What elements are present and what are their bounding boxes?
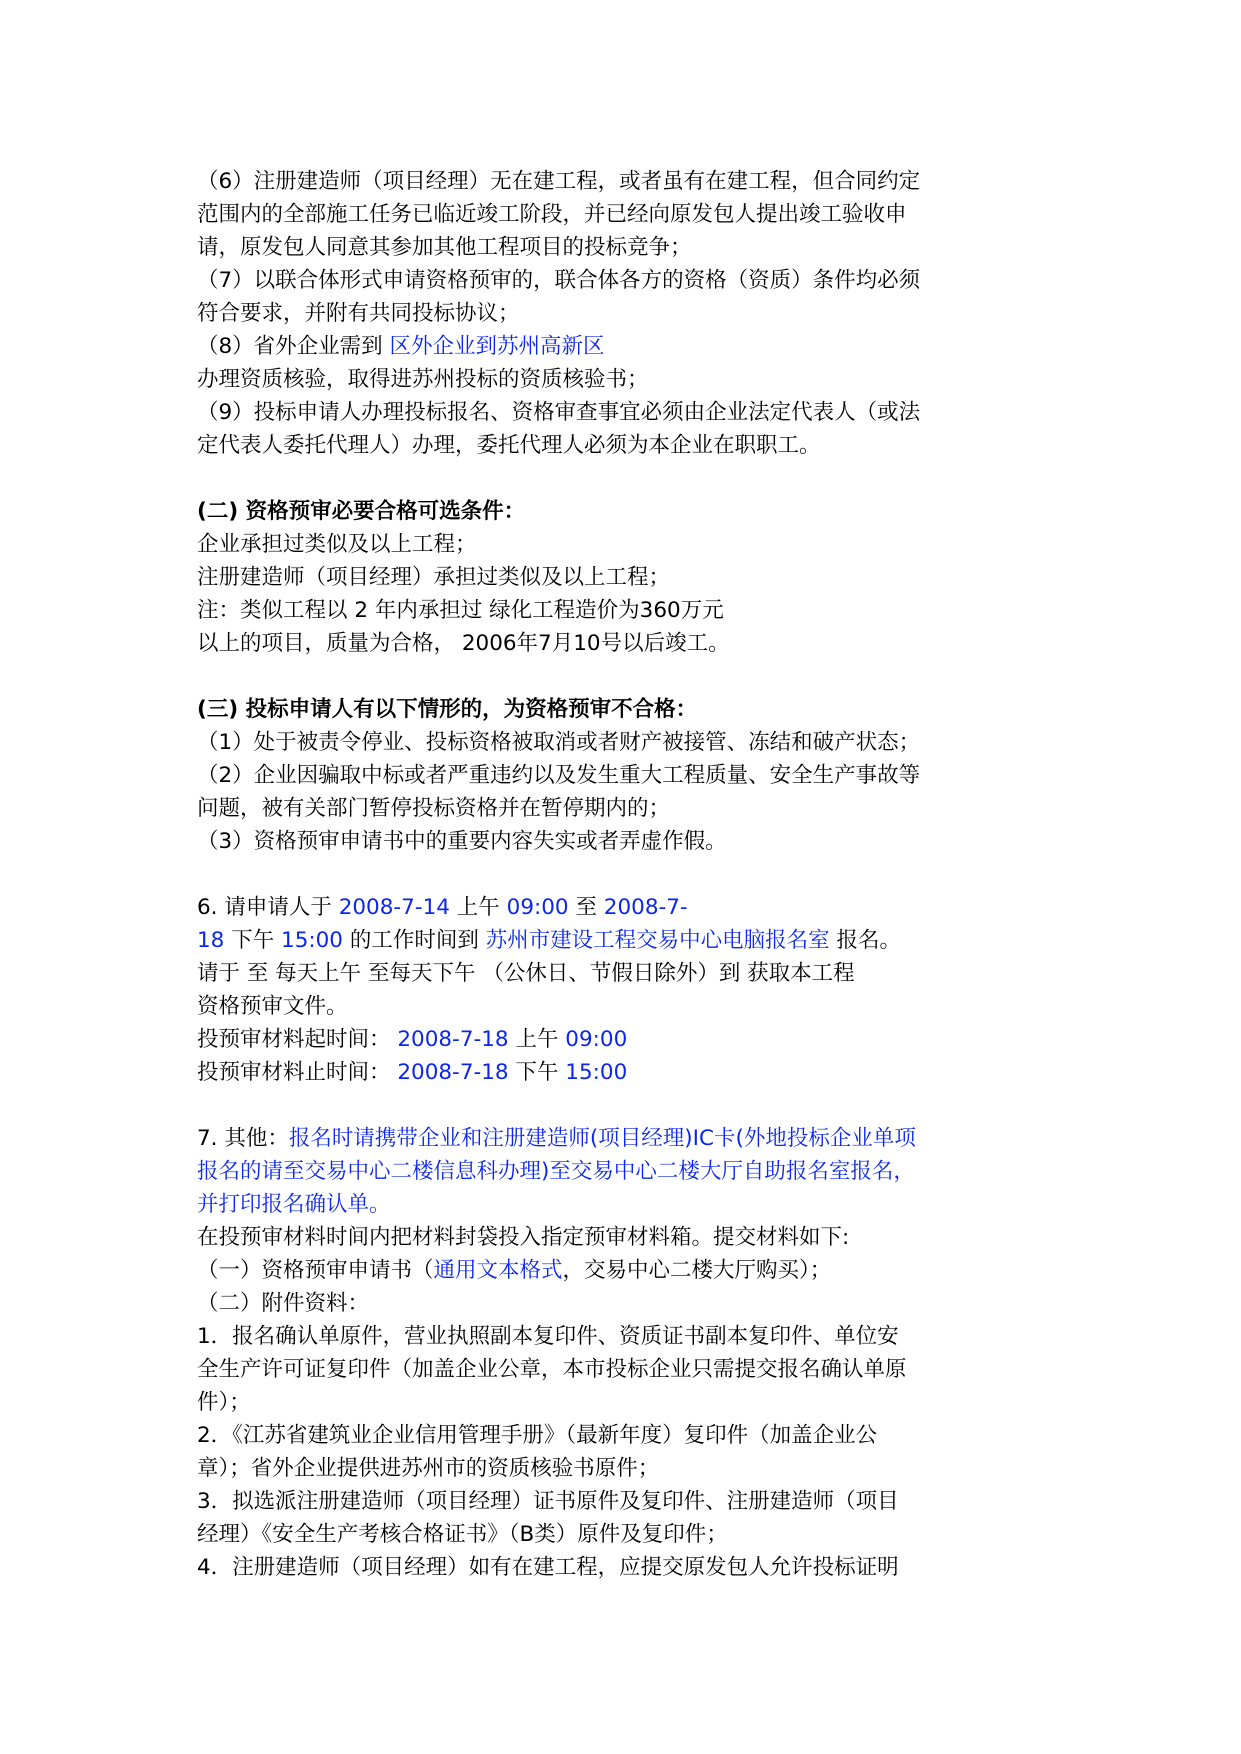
blank-line: [197, 858, 1077, 891]
text-segment: 请于 至 每天上午 至每天下午 （公休日、节假日除外）到 获取本工程: [197, 961, 855, 986]
text-segment: 7. 其他：: [197, 1126, 289, 1151]
text-line: [197, 726, 1077, 759]
text-line: [197, 396, 1077, 429]
blank-line: [197, 462, 1077, 495]
text-segment: 办理资质核验，取得进苏州投标的资质核验书；: [197, 367, 649, 392]
text-line: [197, 792, 1077, 825]
text-segment: 的工作时间到: [343, 928, 486, 953]
text-segment: 注册建造师（项目经理）承担过类似及以上工程；: [197, 565, 671, 590]
link-text[interactable]: 2008-7-18: [397, 1027, 509, 1052]
link-text[interactable]: 2008-7-18: [397, 1060, 509, 1085]
text-line: [197, 330, 1077, 363]
blank-line: [197, 660, 1077, 693]
text-segment: （2）企业因骗取中标或者严重违约以及发生重大工程质量、安全生产事故等: [197, 763, 921, 788]
text-line: [197, 924, 1077, 957]
text-line: [197, 528, 1077, 561]
link-text[interactable]: 区外企业到苏州高新区: [389, 334, 605, 359]
text-line: [197, 957, 1077, 990]
text-line: [197, 1419, 1077, 1452]
link-text[interactable]: 通用文本格式: [433, 1258, 563, 1283]
text-segment: 6. 请申请人于: [197, 895, 339, 920]
text-segment: （1）处于被责令停业、投标资格被取消或者财产被接管、冻结和破产状态；: [197, 730, 921, 755]
link-text[interactable]: 18: [197, 928, 225, 953]
text-segment: 符合要求，并附有共同投标协议；: [197, 301, 520, 326]
text-segment: (二) 资格预审必要合格可选条件：: [197, 499, 526, 524]
text-line: [197, 1551, 1077, 1584]
text-segment: 在投预审材料时间内把材料封袋投入指定预审材料箱。提交材料如下:: [197, 1225, 850, 1250]
text-segment: 投预审材料起时间：: [197, 1027, 398, 1052]
text-segment: 下午: [508, 1060, 566, 1085]
text-segment: 范围内的全部施工任务已临近竣工阶段，并已经向原发包人提出竣工验收申: [197, 202, 907, 227]
text-segment: 报名。: [829, 928, 902, 953]
text-line: [197, 990, 1077, 1023]
text-line: [197, 561, 1077, 594]
text-segment: 上午: [449, 895, 507, 920]
text-segment: 定代表人委托代理人）办理，委托代理人必须为本企业在职职工。: [197, 433, 821, 458]
text-line: [197, 1386, 1077, 1419]
text-line: [197, 1155, 1077, 1188]
text-line: [197, 165, 1077, 198]
text-segment: 企业承担过类似及以上工程；: [197, 532, 477, 557]
text-line: [197, 1122, 1077, 1155]
text-line: [197, 1485, 1077, 1518]
text-line: [197, 264, 1077, 297]
text-line: [197, 759, 1077, 792]
text-segment: 章）；省外企业提供进苏州市的资质核验书原件；: [197, 1456, 660, 1481]
text-line: [197, 1056, 1077, 1089]
text-line: [197, 1254, 1077, 1287]
text-segment: 2．《江苏省建筑业企业信用管理手册》（最新年度）复印件（加盖企业公: [197, 1423, 878, 1448]
blank-line: [197, 1089, 1077, 1122]
text-segment: 4．注册建造师（项目经理）如有在建工程，应提交原发包人允许投标证明: [197, 1555, 899, 1580]
text-line: [197, 1221, 1077, 1254]
text-segment: 1．报名确认单原件，营业执照副本复印件、资质证书副本复印件、单位安: [197, 1324, 899, 1349]
text-segment: 资格预审文件。: [197, 994, 348, 1019]
text-segment: 问题，被有关部门暂停投标资格并在暂停期内的；: [197, 796, 671, 821]
text-segment: 注：类似工程以 2 年内承担过 绿化工程造价为360万元: [197, 598, 724, 623]
link-text[interactable]: 报名的请至交易中心二楼信息科办理)至交易中心二楼大厅自助报名室报名，: [197, 1159, 915, 1184]
text-segment: (三) 投标申请人有以下情形的，为资格预审不合格：: [197, 697, 698, 722]
link-text[interactable]: 2008-7-14: [338, 895, 450, 920]
text-segment: 以上的项目，质量为合格， 2006年7月10号以后竣工。: [197, 631, 730, 656]
text-line: [197, 1188, 1077, 1221]
text-segment: 3．拟选派注册建造师（项目经理）证书原件及复印件、注册建造师（项目: [197, 1489, 899, 1514]
text-segment: （9）投标申请人办理投标报名、资格审查事宜必须由企业法定代表人（或法: [197, 400, 921, 425]
text-segment: （6）注册建造师（项目经理）无在建工程，或者虽有在建工程，但合同约定: [197, 169, 921, 194]
link-text[interactable]: 苏州市建设工程交易中心电脑报名室: [485, 928, 830, 953]
section-heading: [197, 693, 1077, 726]
text-line: [197, 891, 1077, 924]
text-segment: 请，原发包人同意其参加其他工程项目的投标竞争；: [197, 235, 692, 260]
link-text[interactable]: 09:00: [565, 1027, 628, 1052]
text-line: [197, 594, 1077, 627]
text-line: [197, 1353, 1077, 1386]
text-line: [197, 363, 1077, 396]
text-line: [197, 825, 1077, 858]
text-segment: 件）；: [197, 1390, 251, 1415]
text-line: [197, 1023, 1077, 1056]
text-segment: （3）资格预审申请书中的重要内容失实或者弄虚作假。: [197, 829, 727, 854]
text-segment: 全生产许可证复印件（加盖企业公章，本市投标企业只需提交报名确认单原: [197, 1357, 907, 1382]
section-heading: [197, 495, 1077, 528]
document-body: [197, 165, 1077, 1584]
text-line: [197, 1452, 1077, 1485]
link-text[interactable]: 2008-7-: [603, 895, 688, 920]
link-text[interactable]: 报名时请携带企业和注册建造师(项目经理)IC卡(外地投标企业单项: [288, 1126, 916, 1151]
text-segment: 投预审材料止时间：: [197, 1060, 398, 1085]
text-segment: （一）资格预审申请书（: [197, 1258, 434, 1283]
text-segment: （二）附件资料：: [197, 1291, 370, 1316]
text-segment: （8）省外企业需到: [197, 334, 390, 359]
text-segment: 下午: [224, 928, 282, 953]
text-line: [197, 231, 1077, 264]
link-text[interactable]: 09:00: [506, 895, 569, 920]
text-line: [197, 429, 1077, 462]
text-line: [197, 627, 1077, 660]
text-segment: ，交易中心二楼大厅购买）；: [562, 1258, 832, 1283]
text-segment: 上午: [508, 1027, 566, 1052]
link-text[interactable]: 15:00: [281, 928, 343, 953]
text-line: [197, 1320, 1077, 1353]
link-text[interactable]: 并打印报名确认单。: [197, 1192, 391, 1217]
link-text[interactable]: 15:00: [565, 1060, 628, 1085]
text-line: [197, 198, 1077, 231]
text-segment: 经理）《安全生产考核合格证书》（B类）原件及复印件；: [197, 1522, 728, 1547]
text-line: [197, 1518, 1077, 1551]
text-line: [197, 1287, 1077, 1320]
text-segment: （7）以联合体形式申请资格预审的，联合体各方的资格（资质）条件均必须: [197, 268, 921, 293]
text-segment: 至: [568, 895, 604, 920]
text-line: [197, 297, 1077, 330]
